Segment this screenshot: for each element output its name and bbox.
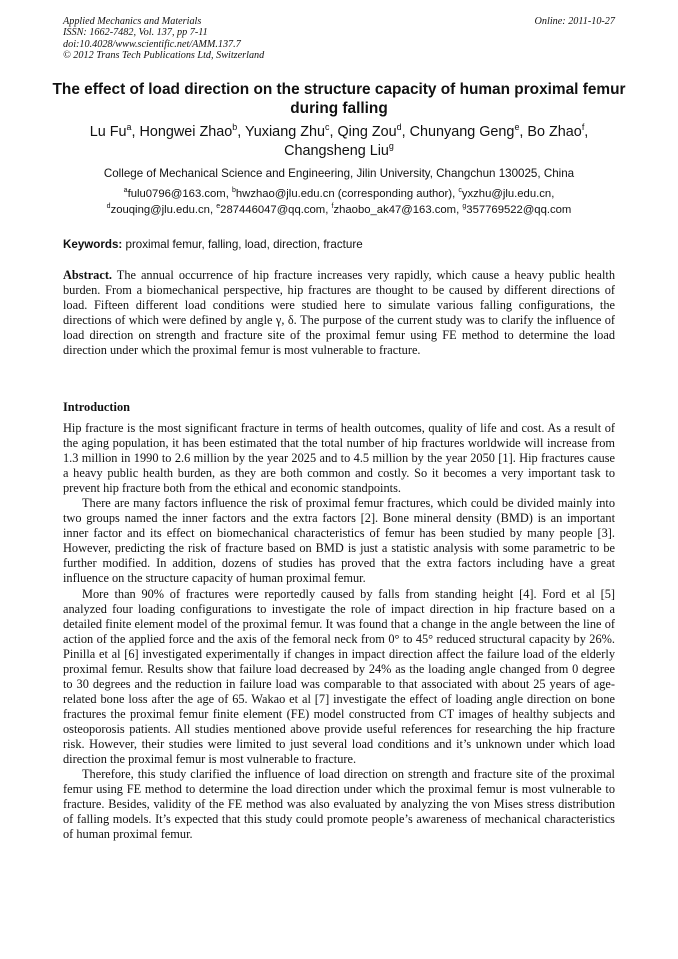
- paper-title: The effect of load direction on the structure capacity of human proximal femur during falling: [52, 81, 626, 117]
- journal-doi[interactable]: doi:10.4028/www.scientific.net/AMM.137.7: [63, 38, 241, 50]
- email-address[interactable]: yxzhu@jlu.edu.cn,: [461, 188, 555, 200]
- journal-copyright: © 2012 Trans Tech Publications Ltd, Switzerland: [63, 49, 265, 61]
- email-address[interactable]: zhaobo_ak47@163.com,: [333, 203, 463, 216]
- author: Chunyang Geng: [409, 124, 515, 140]
- author-mark: a: [126, 122, 132, 133]
- introduction-body: [63, 421, 615, 842]
- email-mark: g: [462, 202, 467, 210]
- journal-header: [63, 16, 615, 61]
- paragraph: There are many factors influence the risk of proximal femur fractures, which could be divided mainly into two groups named the inner factors and the extra factors [2]. Bone mineral density (BMD) is an important inner factor and its effect on biomechanical characteristics of femur has been studied by many people [3]. However, predicting the risk of fracture based on BMD is just a statistic analysis with some parametric to be further modified. In addition, dozens of studies has proved that the extra factors including have a great influence on the structure capacity of human proximal femur.: [63, 496, 615, 586]
- author: Changsheng Liu: [284, 143, 389, 159]
- author: Lu Fu: [89, 124, 127, 140]
- journal-name: Applied Mechanics and Materials: [63, 16, 202, 27]
- email-address[interactable]: 357769522@qq.com: [466, 203, 572, 216]
- author-mark: d: [396, 122, 402, 133]
- email-mark: e: [216, 202, 221, 210]
- paragraph: More than 90% of fractures were reportedly caused by falls from standing height [4]. Ford et al [5] analyzed four loading configurations to investigate the role of impact direction in hip fracture based on a detailed finite element model of the proximal femur. It was found that a change in the angle between the line of action of the applied force and the axis of the femoral neck from 0° to 45° reduced structural capacity by 26%. Pinilla et al [6] investigated experimentally if changes in impact direction affect the failure load of the elderly proximal femur. Results show that failure load decreased by 24% as the loading angle changed from 0 degree to 30 degrees and the reduction in failure load was comparable to that associated with about 25 years of age-related bone loss after the age of 65. Wakao et al [7] investigate the effect of loading angle direction on bone fractures the proximal femur finite element (FE) model constructed from CT images of healthy subjects and osteoporosis patients. All studies mentioned above provide useful references for researching the hip fracture risk. However, their studies were limited to just several load conditions and it’s unknown under which load direction the proximal femur is most vulnerable to fracture.: [63, 586, 615, 767]
- email-mark: d: [106, 202, 111, 210]
- author-mark: g: [388, 141, 394, 152]
- email-address[interactable]: fulu0796@163.com,: [127, 188, 232, 200]
- abstract-text: The annual occurrence of hip fracture increases very rapidly, which cause a heavy public health burden. From a biomechanical perspective, hip fractures are thought to be caused by different directions of load. Fifteen different load conditions were studied here to simulate various falling configurations, the directions of which were defined by angle γ, δ. The purpose of the current study was to clarify the influence of load direction on strength and fracture site of the proximal femur using FE method to determine the load direction under which the proximal femur is most vulnerable to fracture.: [63, 268, 615, 358]
- author: Hongwei Zhao: [139, 124, 233, 140]
- email-mark: f: [331, 202, 334, 210]
- paragraph: Hip fracture is the most significant fracture in terms of health outcomes, quality of life and cost. As a result of the aging population, it has been estimated that the total number of hip fractures worldwide will increase from 1.3 million in 1990 to 2.6 million by the year 2025 and to 4.5 million by the year 2050 [1]. Hip fractures cause a heavy public health burden, as they are both common and costly. So it becomes a very important task to prevent hip fracture both from the ethical and economic standpoints.: [63, 421, 615, 496]
- email-list: [40, 187, 638, 218]
- email-line-1: [40, 187, 638, 203]
- author-mark: c: [325, 122, 330, 133]
- email-mark: b: [231, 187, 236, 195]
- author-list: Lu Fu$^a$, Hongwei Zhao$^b$, Yuxiang Zhu$^c$, Qing Zou$^d$, Chunyang Geng$^e$, Bo Zhao$^f$, Changsheng Liu$^g$: [89, 122, 589, 159]
- keywords-label: Keywords:: [63, 238, 123, 251]
- author: Bo Zhao: [527, 124, 582, 140]
- author-mark: e: [514, 122, 520, 133]
- author-mark: b: [232, 122, 238, 133]
- affiliation: College of Mechanical Science and Engineering, Jilin University, Changchun 130025, China: [103, 167, 575, 180]
- author-mark: f: [581, 122, 585, 133]
- email-address[interactable]: 287446047@qq.com,: [220, 203, 332, 216]
- online-date: Online: 2011-10-27: [534, 16, 615, 27]
- keywords-text: proximal femur, falling, load, direction, fracture: [122, 238, 363, 251]
- author: Yuxiang Zhu: [244, 124, 325, 140]
- email-address[interactable]: hwzhao@jlu.edu.cn (corresponding author),: [235, 188, 459, 200]
- abstract-label: Abstract.: [63, 268, 113, 282]
- keywords: [63, 237, 615, 252]
- email-mark: c: [458, 187, 462, 195]
- email-address[interactable]: zouqing@jlu.edu.cn,: [110, 203, 217, 216]
- journal-issn: ISSN: 1662-7482, Vol. 137, pp 7-11: [63, 27, 208, 39]
- section-heading-introduction: Introduction: [63, 400, 130, 414]
- paragraph: Therefore, this study clarified the influence of load direction on strength and fracture site of the proximal femur using FE method to determine the load direction under which the proximal femur is most vulnerable to fracture. Besides, validity of the FE method was also evaluated by analyzing the von Mises stress distribution of falling models. It’s expected that this study could promote people’s awareness of mechanical characteristics of human proximal femur.: [63, 767, 615, 842]
- email-line-2: [40, 203, 638, 219]
- email-mark: a: [123, 187, 128, 195]
- abstract: [63, 268, 615, 358]
- author: Qing Zou: [337, 124, 397, 140]
